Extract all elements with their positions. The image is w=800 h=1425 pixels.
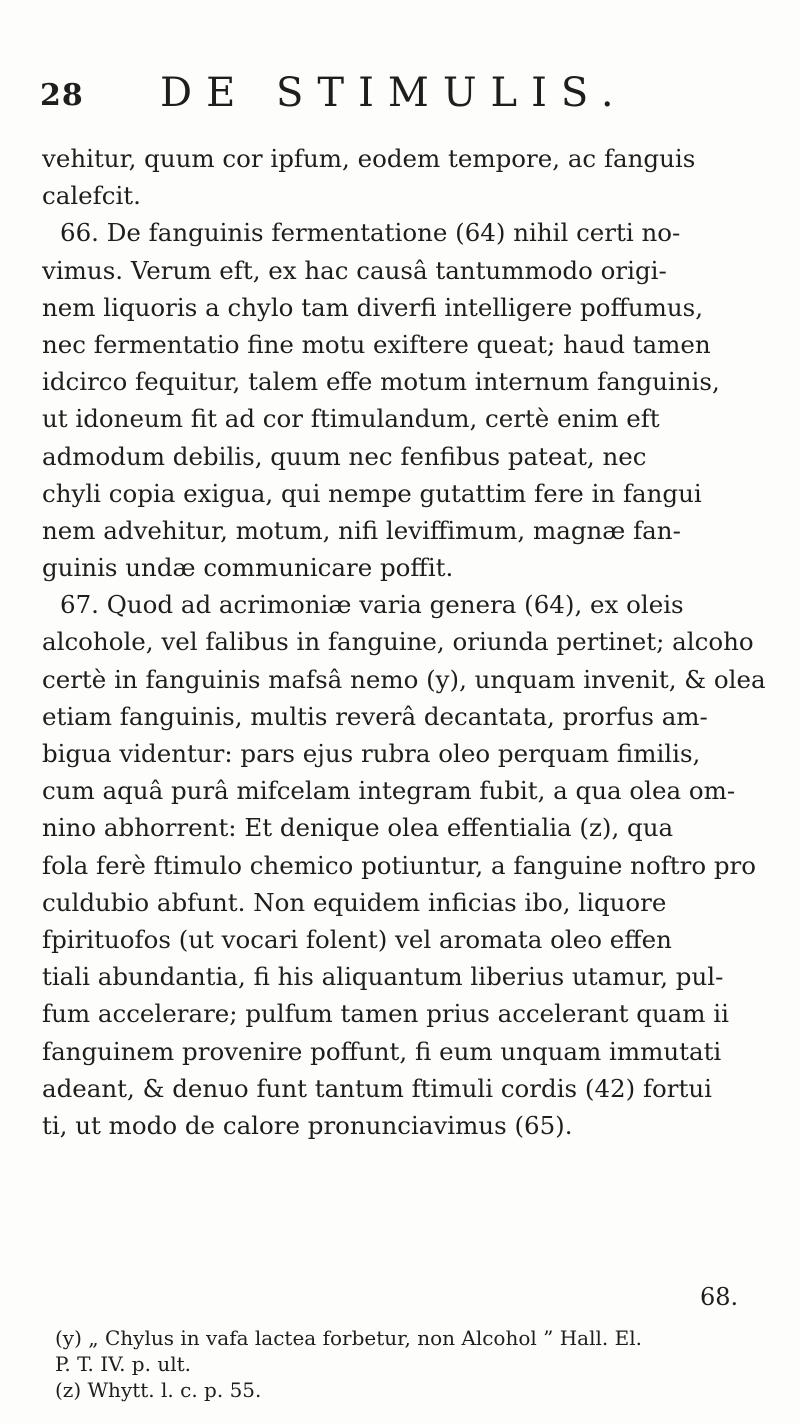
text-line: vehitur, quum cor ipfum, eodem tempore, ac fanguis — [42, 144, 696, 173]
text-line: nec fermentatio fine motu exiftere queat; haud tamen — [42, 329, 711, 359]
text-line: calefcit. — [42, 181, 141, 211]
text-line: admodum debilis, quum nec fenfibus pateat, nec — [42, 441, 647, 471]
text-line: fpirituofos (ut vocari folent) vel aromata oleo effen — [42, 924, 672, 954]
page-header — [40, 70, 760, 120]
text-line: vimus. Verum eft, ex hac causâ tantummodo origi- — [42, 255, 667, 285]
running-title: DE STIMULIS. — [160, 70, 628, 116]
text-line: adeant, & denuo funt tantum ftimuli cordis (42) fortui — [42, 1073, 712, 1103]
text-line: tiali abundantia, fi his aliquantum liberius utamur, pul- — [42, 962, 724, 992]
body-text — [42, 140, 782, 1144]
text-line: bigua videntur: pars ejus rubra oleo perquam fimilis, — [42, 739, 701, 768]
paragraph-66-start: 66. De fanguinis fermentatione (64) nihil certi no- — [60, 218, 681, 248]
text-line: ti, ut modo de calore pronunciavimus (65). — [42, 1110, 573, 1140]
text-line: nem liquoris a chylo tam diverfi intelligere poffumus, — [42, 292, 704, 322]
footnote-y: (y) „ Chylus in vafa lactea forbetur, non Alcohol ” Hall. El. — [55, 1326, 642, 1350]
text-line: guinis undæ communicare poffit. — [42, 553, 454, 583]
footnotes — [55, 1325, 775, 1403]
paragraph-67-start: 67. Quod ad acrimoniæ varia genera (64), ex oleis — [60, 590, 684, 620]
text-line: culdubio abfunt. Non equidem inficias ibo, liquore — [42, 887, 667, 917]
text-line: nem advehitur, motum, nifi leviffimum, magnæ fan- — [42, 515, 681, 545]
footnote-z: (z) Whytt. l. c. p. 55. — [55, 1378, 262, 1402]
text-line: certè in fanguinis mafsâ nemo (y), unquam invenit, & olea — [42, 664, 766, 694]
text-line: fola ferè ftimulo chemico potiuntur, a fanguine noftro pro — [42, 850, 757, 880]
text-line: alcohole, vel falibus in fanguine, oriunda pertinet; alcoho — [42, 627, 754, 657]
text-line: nino abhorrent: Et denique olea effentialia (z), qua — [42, 813, 674, 843]
catchword: 68. — [700, 1283, 739, 1311]
text-line: cum aquâ purâ mifcelam integram fubit, a qua olea om- — [42, 776, 736, 806]
text-line: chyli copia exigua, qui nempe gutattim fere in fangui — [42, 478, 702, 508]
page-number: 28 — [40, 78, 84, 113]
text-line: fanguinem provenire poffunt, fi eum unquam immutati — [42, 1036, 722, 1066]
text-line: idcirco fequitur, talem effe motum internum fanguinis, — [42, 367, 720, 397]
text-line: ut idoneum fit ad cor ftimulandum, certè enim eft — [42, 404, 660, 434]
text-line: etiam fanguinis, multis reverâ decantata, prorfus am- — [42, 701, 708, 731]
text-line: fum accelerare; pulfum tamen prius accelerant quam ii — [42, 999, 729, 1029]
footnote-y-continued: P. T. IV. p. ult. — [55, 1352, 191, 1376]
